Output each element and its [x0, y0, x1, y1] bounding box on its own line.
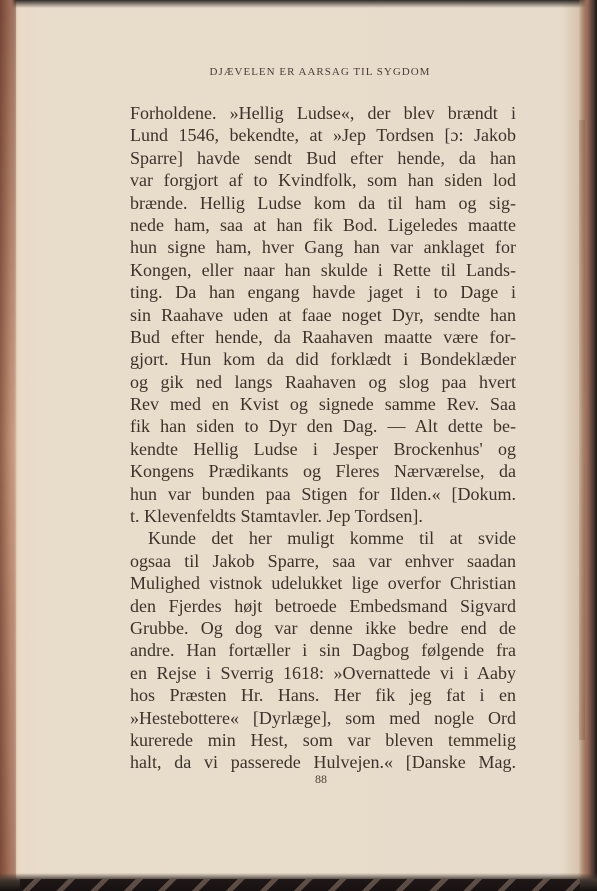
text-line: ogsaa til Jakob Sparre, saa var enhver saadan: [130, 550, 516, 571]
text-line: andre. Han fortæller i sin Dagbog følgende fra: [130, 640, 516, 661]
text-line: Kongens Prædikants og Fleres Nærværelse, da: [130, 461, 516, 482]
running-head: DJÆVELEN ER AARSAG TIL SYGDOM: [209, 66, 431, 78]
text-line: Kunde det her muligt komme til at svide: [148, 528, 516, 549]
top-page-shadow: [0, 0, 597, 8]
left-binding-edge: [0, 0, 16, 891]
text-line: brænde. Hellig Ludse kom da til ham og sig-: [130, 192, 516, 213]
text-line: Bud efter hende, da Raahaven maatte være for-: [130, 326, 516, 347]
text-line: Rev med en Kvist og signede samme Rev. Saa: [130, 394, 516, 415]
text-line: kendte Hellig Ludse i Jesper Brockenhus' og: [130, 438, 516, 459]
text-line: fik han siden to Dyr den Dag. — Alt dette be-: [130, 416, 516, 437]
text-line: Forholdene. »Hellig Ludse«, der blev brændt i: [130, 103, 516, 123]
text-line: »Hestebottere« [Dyrlæge], som med nogle Ord: [130, 707, 516, 728]
text-line: hun var bunden paa Stigen for Ilden.« [Dokum.: [130, 483, 516, 504]
text-line: Kongen, eller naar han skulde i Rette til Lands-: [130, 259, 516, 280]
bottom-binding-pattern: [20, 879, 580, 891]
page-content: [130, 66, 516, 806]
text-line: kurerede min Hest, som var bleven temmelig: [130, 729, 516, 750]
text-line: nede ham, saa at han fik Bod. Ligeledes maatte: [130, 214, 516, 235]
text-line: t. Klevenfeldts Stamtavler. Jep Tordsen].: [130, 506, 423, 527]
text-line: hun signe ham, hver Gang han var anklaget for: [130, 237, 516, 258]
body-text: [130, 102, 516, 774]
page-edge-stain: [579, 120, 585, 740]
text-line: halt, da vi passerede Hulvejen.« [Danske Mag.: [130, 752, 516, 773]
text-line: hos Præsten Hr. Hans. Her fik jeg fat i en: [130, 685, 516, 706]
text-line: Lund 1546, bekendte, at »Jep Tordsen [ɔ: Jakob: [130, 125, 516, 146]
page-number: 88: [315, 772, 327, 786]
text-line: Grubbe. Og dog var denne ikke bedre end de: [130, 617, 516, 638]
text-line: en Rejse i Sverrig 1618: »Overnattede vi i Aaby: [130, 662, 516, 683]
text-line: og gik ned langs Raahaven og slog paa hvert: [130, 371, 516, 392]
text-line: var forgjort af to Kvindfolk, som han siden lod: [130, 170, 516, 191]
text-line: Mulighed vistnok udelukket lige overfor Christian: [130, 573, 516, 594]
text-line: gjort. Hun kom da did forklædt i Bondeklæder: [130, 349, 516, 370]
text-line: den Fjerdes højt betroede Embedsmand Sigvard: [130, 595, 516, 616]
text-line: Sparre] havde sendt Bud efter hende, da han: [130, 147, 516, 168]
text-line: sin Raahave uden at faae noget Dyr, sendte han: [130, 304, 516, 325]
text-line: ting. Da han engang havde jaget i to Dage i: [130, 282, 516, 303]
